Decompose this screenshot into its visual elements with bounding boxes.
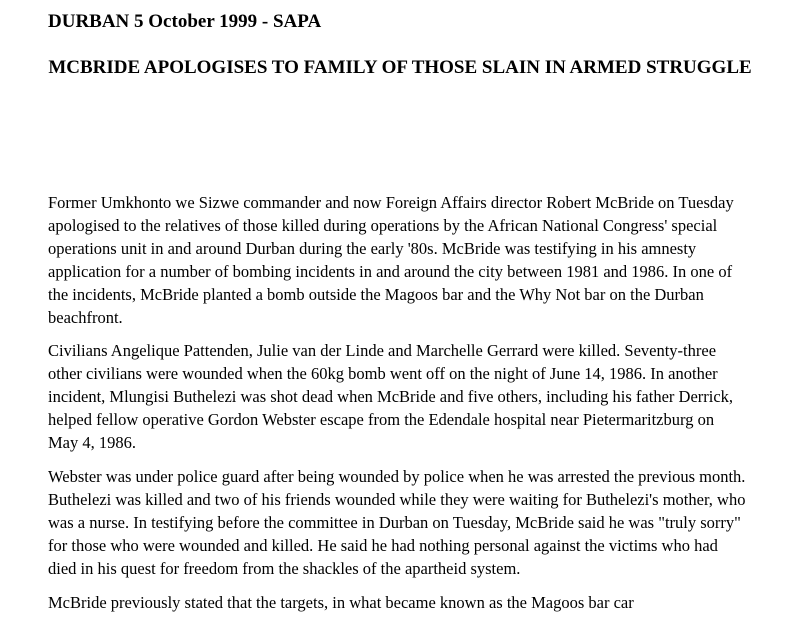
paragraph-2: Civilians Angelique Pattenden, Julie van der Linde and Marchelle Gerrard were killed. Seventy-three other civilians were wounded when the 60kg bomb went off on the night of June 14, 1986. In another incident, Mlungisi Buthelezi was shot dead when McBride and five others, including his father Derrick, helped fellow operative Gordon Webster escape from the Edendale hospital near Pietermaritzburg on May 4, 1986. — [48, 341, 734, 453]
dateline: DURBAN 5 October 1999 - SAPA — [48, 11, 322, 32]
paragraph-1: Former Umkhonto we Sizwe commander and now Foreign Affairs director Robert McBride on Tuesday apologised to the relatives of those killed during operations by the African National Congress' special operations unit in and around Durban during the early '80s. McBride was testifying in his amnesty application for a number of bombing incidents in and around the city between 1981 and 1986. In one of the incidents, McBride planted a bomb outside the Magoos bar and the Why Not bar on the Durban beachfront. — [48, 193, 734, 327]
headline: MCBRIDE APOLOGISES TO FAMILY OF THOSE SLAIN IN ARMED STRUGGLE — [48, 57, 752, 78]
paragraph-3: Webster was under police guard after being wounded by police when he was arrested the previous month. Buthelezi was killed and two of his friends wounded while they were waiting for Buthelezi's mother, who was a nurse. In testifying before the committee in Durban on Tuesday, McBride said he was "truly sorry" for those who were wounded and killed. He said he had nothing personal against the victims who had died in his quest for freedom from the shackles of the apartheid system. — [48, 466, 746, 578]
article-body — [48, 192, 748, 625]
paragraph-4: McBride previously stated that the targets, in what became known as the Magoos bar car — [48, 592, 634, 612]
